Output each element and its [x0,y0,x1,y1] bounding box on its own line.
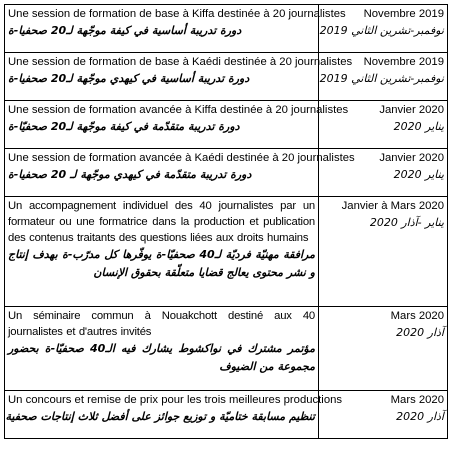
activity-description-fr: Une session de formation avancée à Kiffa destinée à 20 journalistes [8,104,349,116]
activity-cell [5,53,353,101]
table-row [5,149,448,197]
table-row [5,391,448,439]
activity-date-fr: Mars 2020 [390,394,444,406]
activity-date-fr: Mars 2020 [390,310,444,322]
activity-cell [5,307,319,391]
activity-schedule-table [4,4,448,439]
activity-description-ar: دورة تدريبة أساسية في كيفة موجّهة لـ20 صحفيا-ة [8,24,242,37]
activity-description-fr: Une session de formation de base à Kaédi destinée à 20 journalistes [8,56,353,68]
activity-date-fr: Janvier 2020 [379,152,444,164]
activity-date-ar: آذار 2020 [396,326,444,339]
activity-cell [5,5,346,53]
table-row [5,307,448,391]
table-row [5,5,448,53]
activity-description-fr: Un accompagnement individuel des 40 journalistes par un formateur ou une formatrice dans la production et publication des contenus traitants des questions liées aux droits humains [8,200,315,244]
activity-cell [5,149,355,197]
activity-date-fr: Janvier 2020 [379,104,444,116]
activity-description-ar: دورة تدريبة متقدّمة في كيهدي موجّهة لـ 20 صحفيا-ة [8,168,252,181]
activity-description-fr: Un concours et remise de prix pour les trois meilleures productions [8,394,343,406]
activity-date-fr: Novembre 2019 [363,8,444,20]
table-row [5,197,448,307]
activity-date-ar: نوفمبر-تشرين الثاني 2019 [319,72,444,85]
table-row [5,101,448,149]
date-cell [319,307,448,391]
activity-description-ar: دورة تدريبة أساسية في كيهدي موجّهة لـ20 صحفيا-ة [8,72,250,85]
activity-description-ar: دورة تدريبة متقدّمة في كيفة موجّهة لـ20 صحفيّا-ة [8,120,240,133]
date-cell [319,197,448,307]
activity-cell [5,197,319,307]
activity-date-fr: Novembre 2019 [363,56,444,68]
table-row [5,53,448,101]
activity-date-ar: آذار 2020 [396,410,444,423]
activity-cell [5,391,343,439]
activity-date-ar: يناير -آذار 2020 [369,216,444,229]
activity-description-fr: Un séminaire commun à Nouakchott destiné aux 40 journalistes et d'autres invités [8,310,315,338]
activity-description-fr: Une session de formation de base à Kiffa destinée à 20 journalistes [8,8,346,20]
activity-cell [5,101,349,149]
activity-description-ar: مرافقة مهنيّة فرديّة لـ40 صحفيّا-ة يوفّرها كل مدرّب-ة بهدف إنتاج و نشر محتوى يعالج قضايا متعلّقة بحقوق الإنسان [8,248,315,279]
activity-date-fr: Janvier à Mars 2020 [341,200,444,212]
activity-date-ar: يناير 2020 [393,120,444,133]
activity-description-ar: مؤتمر مشترك في نواكشوط يشارك فيه الـ40 صحفيّا-ة بحضور مجموعة من الضيوف [8,342,315,373]
activity-description-ar: تنظيم مسابقة ختاميّة و توزيع جوائز على أفضل ثلاث إنتاجات صحفية [5,410,315,423]
activity-date-ar: يناير 2020 [393,168,444,181]
activity-date-ar: نوفمبر-تشرين الثاني 2019 [319,24,444,37]
activity-description-fr: Une session de formation avancée à Kaédi destinée à 20 journalistes [8,152,355,164]
